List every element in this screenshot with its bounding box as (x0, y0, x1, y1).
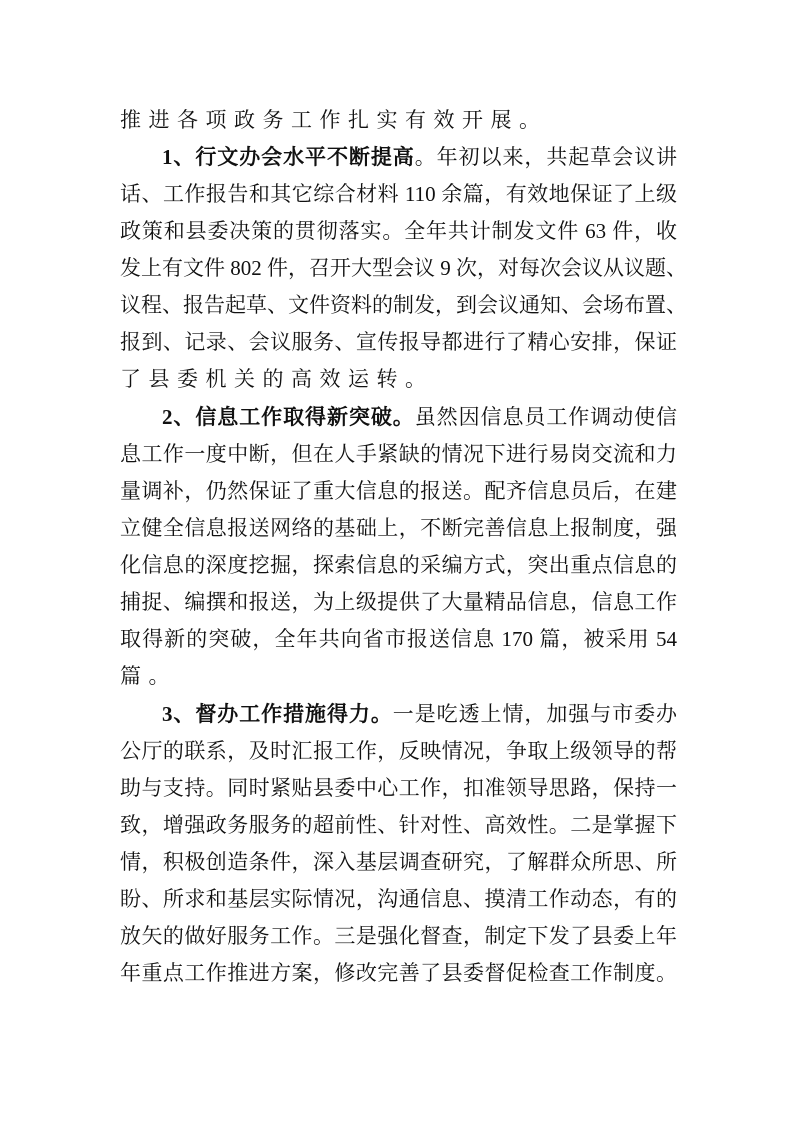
text-line: 取得新的突破，全年共向省市报送信息 170 篇，被采用 54 (120, 627, 677, 651)
text-line: 量调补，仍然保证了重大信息的报送。配齐信息员后，在建 (120, 479, 677, 503)
text-line (120, 107, 677, 133)
text-line: 报到、记录、会议服务、宣传报导都进行了精心安排，保证 (120, 330, 677, 354)
text-line: 议程、报告起草、文件资料的制发，到会议通知、会场布置、 (120, 293, 687, 317)
line-text: 一是吃透上情，加强与市委办 (392, 702, 678, 726)
section-heading: 1、行文办会水平不断提高 (162, 145, 415, 169)
text-line: 公厅的联系，及时汇报工作，反映情况，争取上级领导的帮 (120, 739, 677, 763)
text-line: 了县委机关的高效运转。 (120, 367, 434, 391)
text-line: 发上有文件 802 件，召开大型会议 9 次，对每次会议从议题、 (120, 256, 687, 280)
text-line: 息工作一度中断，但在人手紧缺的情况下进行易岗交流和力 (120, 442, 677, 466)
paragraph-heading-line (162, 404, 677, 430)
text-line: 年重点工作推进方案，修改完善了县委督促检查工作制度。 (120, 961, 677, 985)
line-text: 。年初以来，共起草会议讲 (414, 145, 678, 169)
text-line: 助与支持。同时紧贴县委中心工作，扣准领导思路，保持一 (120, 776, 677, 800)
text-line: 捕捉、编撰和报送，为上级提供了大量精品信息，信息工作 (120, 590, 677, 614)
text-line: 话、工作报告和其它综合材料 110 余篇，有效地保证了上级 (120, 182, 677, 206)
text-line: 致，增强政务服务的超前性、针对性、高效性。二是掌握下 (120, 813, 677, 837)
text-line: 放矢的做好服务工作。三是强化督查，制定下发了县委上年 (120, 924, 677, 948)
paragraph-heading-line (162, 701, 677, 727)
text-line: 篇。 (120, 664, 177, 688)
text-line: 化信息的深度挖掘，探索信息的采编方式，突出重点信息的 (120, 553, 677, 577)
line-text: 推进各项政务工作扎实有效开展。 (120, 108, 548, 132)
paragraph-heading-line (162, 144, 677, 170)
section-heading: 2、信息工作取得新突破。 (162, 405, 415, 429)
text-line: 情，积极创造条件，深入基层调查研究，了解群众所思、所 (120, 850, 677, 874)
text-line: 政策和县委决策的贯彻落实。全年共计制发文件 63 件，收 (120, 219, 677, 243)
section-heading: 3、督办工作措施得力。 (162, 702, 393, 726)
text-line: 立健全信息报送网络的基础上，不断完善信息上报制度，强 (120, 516, 677, 540)
line-text: 虽然因信息员工作调动使信 (414, 405, 678, 429)
text-line: 盼、所求和基层实际情况，沟通信息、摸清工作动态，有的 (120, 887, 677, 911)
